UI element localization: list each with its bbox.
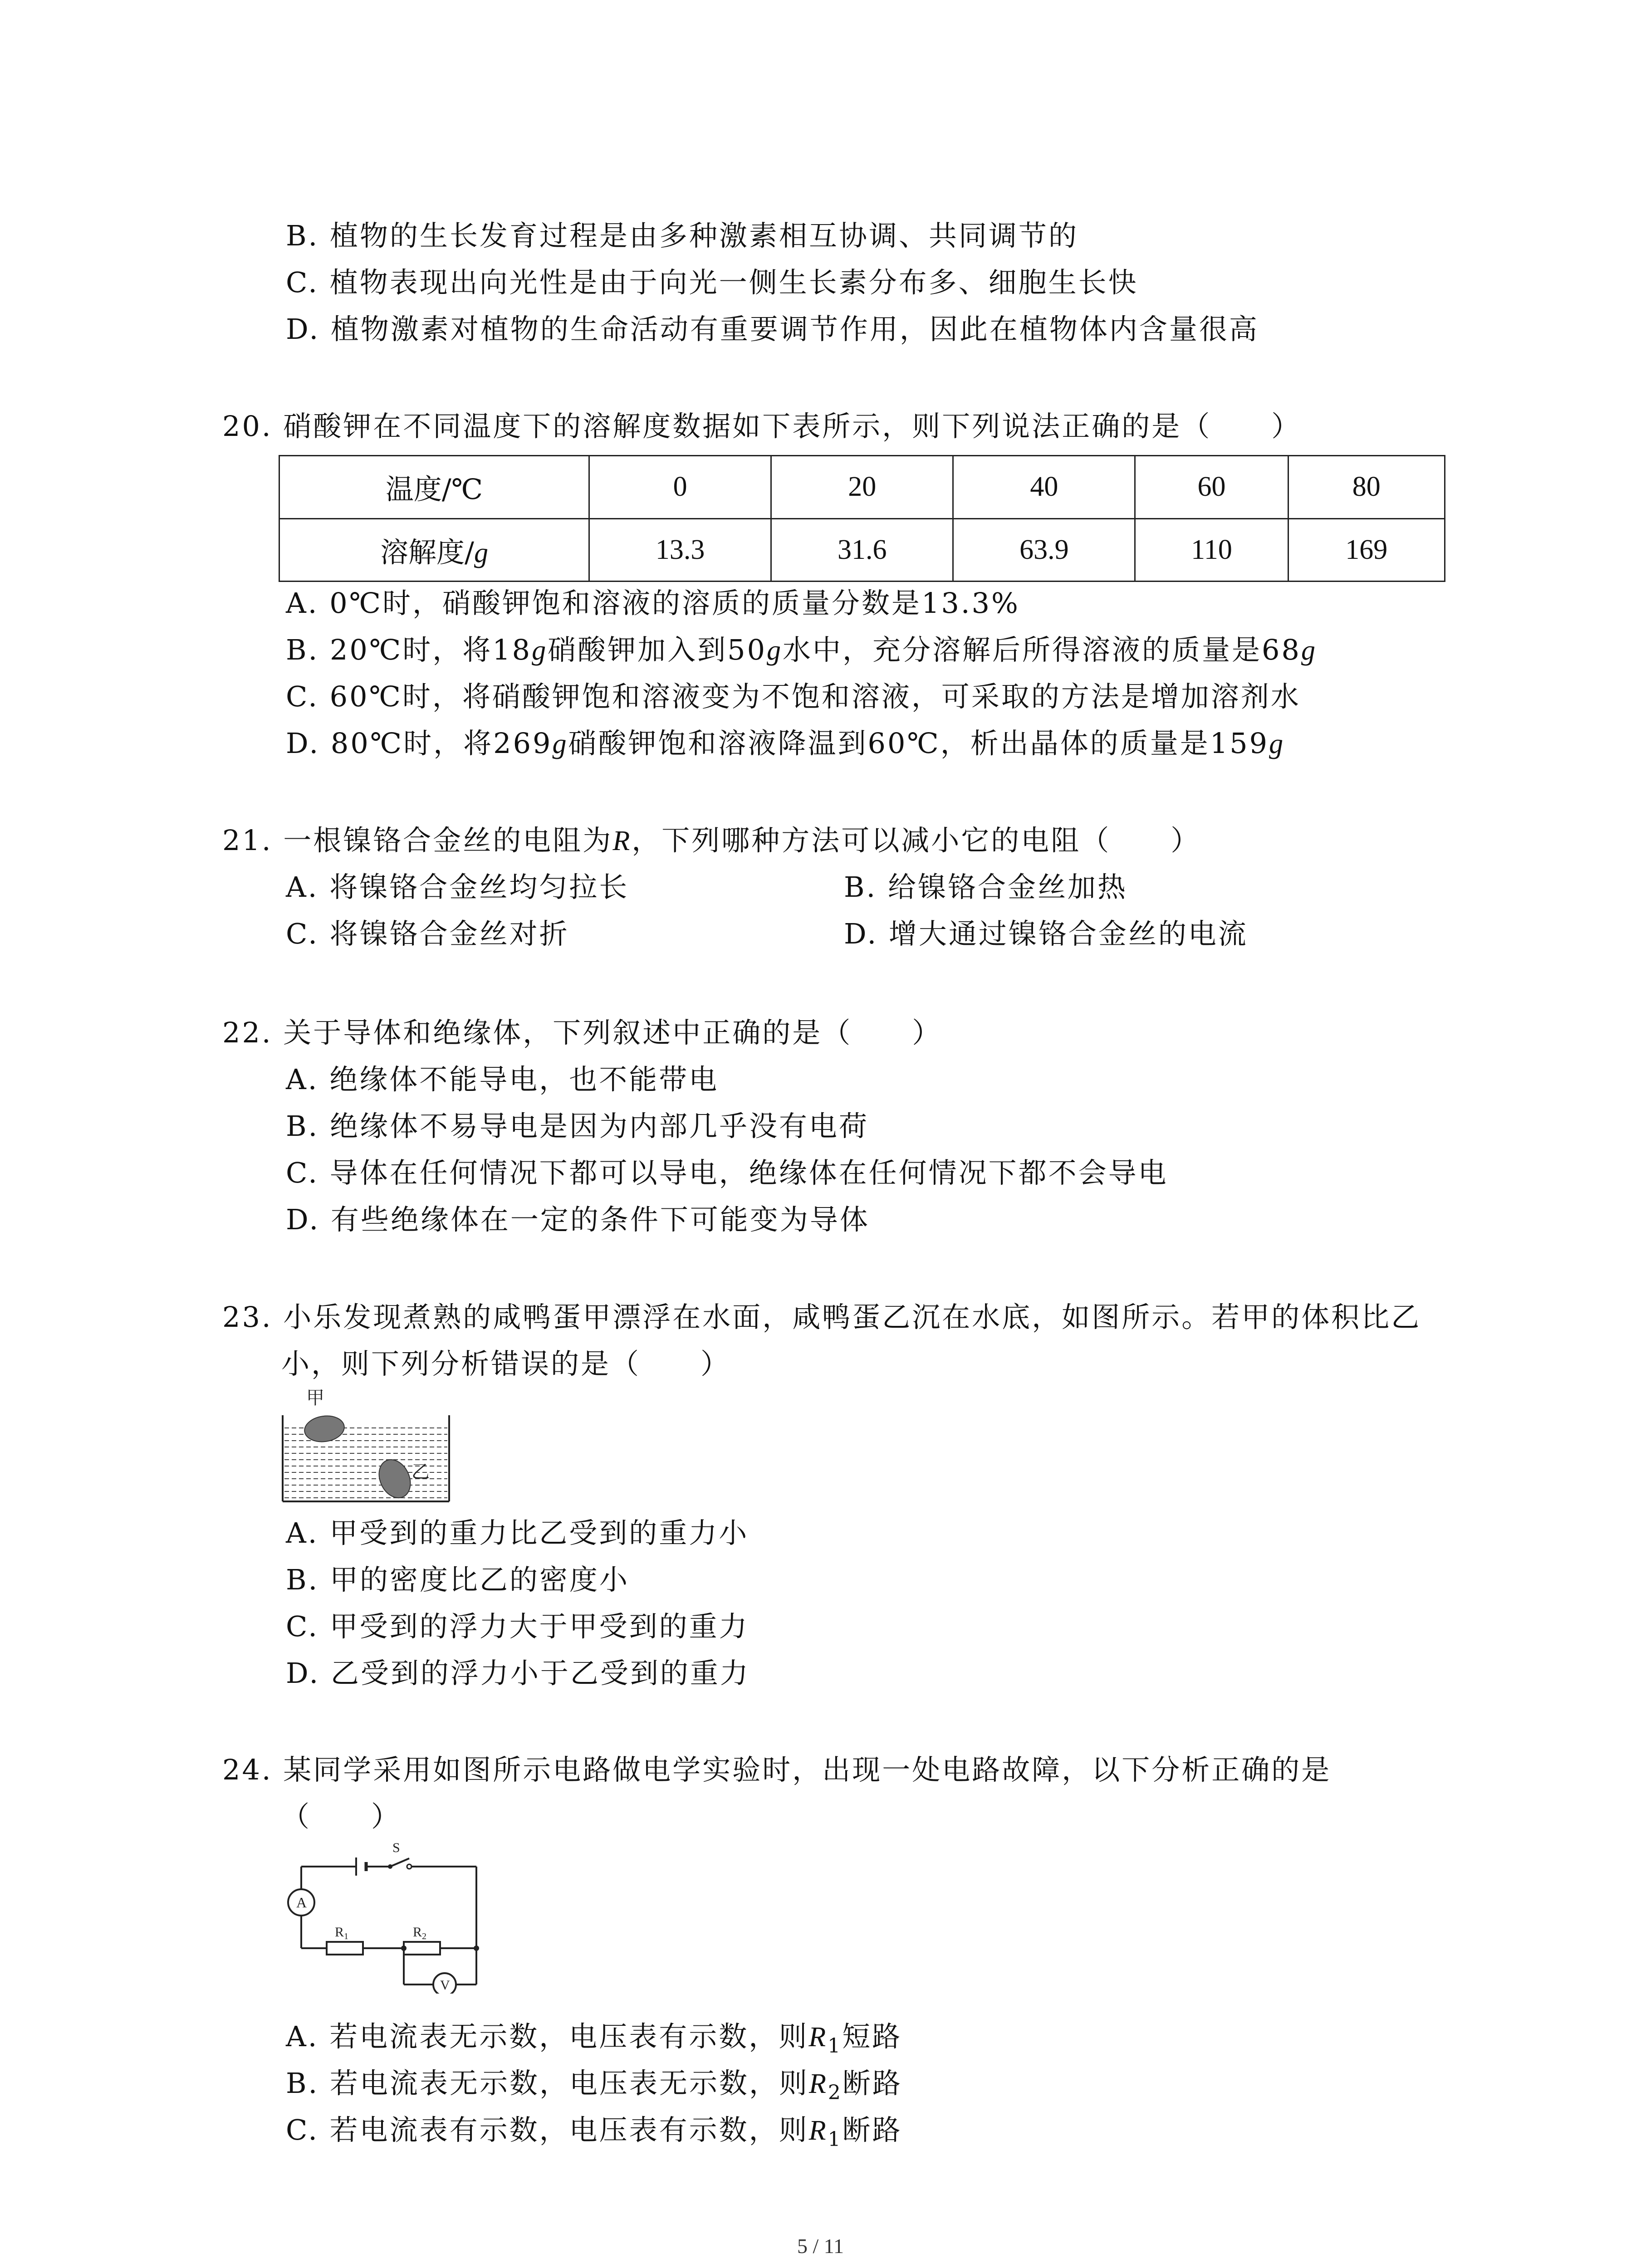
table-row-temperature (279, 456, 1445, 519)
q19-option-c: C. 植物表现出向光性是由于向光一侧生长素分布多、细胞生长快 (286, 266, 1138, 299)
table-cell: 31.6 (771, 518, 953, 582)
label-r: R (335, 1925, 344, 1940)
solubility-label: 溶解度/ (380, 535, 474, 569)
q23-option-c: C. 甲受到的浮力大于甲受到的重力 (286, 1610, 749, 1643)
text-run: 断路 (842, 2067, 902, 2100)
q21-option-d: D. 增大通过镍铬合金丝的电流 (844, 917, 1248, 950)
q20-option-d (286, 725, 1285, 762)
label-sub: 2 (422, 1931, 427, 1941)
q24-stem-line1: 24. 某同学采用如图所示电路做电学实验时，出现一处电路故障，以下分析正确的是 (222, 1753, 1332, 1786)
text-run: C. 若电流表有示数，电压表有示数，则 (286, 2113, 809, 2146)
symbol-r: R (808, 2115, 828, 2146)
q22-option-c: C. 导体在任何情况下都可以导电，绝缘体在任何情况下都不会导电 (286, 1156, 1168, 1189)
unit-g: g (532, 635, 548, 666)
table-cell: 110 (1135, 518, 1288, 582)
symbol-r: R (808, 2068, 828, 2099)
q21-option-b: B. 给镍铬合金丝加热 (844, 870, 1127, 904)
solubility-unit: g (474, 537, 488, 568)
q20-option-b (286, 632, 1317, 669)
label-yi: 乙 (411, 1461, 430, 1482)
unit-g: g (552, 728, 568, 759)
table-header-temperature: 温度/℃ (279, 456, 589, 519)
q24-option-a (286, 2019, 902, 2064)
symbol-r: R (612, 826, 632, 856)
q19-option-d: D. 植物激素对植物的生命活动有重要调节作用，因此在植物体内含量很高 (286, 313, 1259, 346)
table-header-solubility (279, 518, 589, 582)
table-cell: 13.3 (589, 518, 771, 582)
text-run: 21. 一根镍铬合金丝的电阻为 (222, 824, 613, 857)
q23-stem-line2: 小，则下列分析错误的是（ ） (281, 1347, 731, 1380)
q23-option-a: A. 甲受到的重力比乙受到的重力小 (286, 1516, 749, 1549)
q23-option-d: D. 乙受到的浮力小于乙受到的重力 (286, 1657, 750, 1690)
voltmeter-label: V (440, 1978, 450, 1993)
table-cell: 63.9 (953, 518, 1135, 582)
text-run: B. 若电流表无示数，电压表无示数，则 (286, 2067, 809, 2100)
text-run: 水中，充分溶解后所得溶液的质量是68 (783, 633, 1301, 666)
table-cell: 169 (1288, 518, 1445, 582)
table-cell: 80 (1288, 456, 1445, 519)
q23-stem-line1: 23. 小乐发现煮熟的咸鸭蛋甲漂浮在水面，咸鸭蛋乙沉在水底，如图所示。若甲的体积比乙 (222, 1300, 1421, 1334)
q20-option-a: A. 0℃时，硝酸钾饱和溶液的溶质的质量分数是13.3% (286, 587, 1020, 620)
table-cell: 0 (589, 456, 771, 519)
text-run: D. 80℃时，将269 (286, 727, 553, 760)
label-sub: 1 (344, 1931, 349, 1941)
page-number: 5 / 11 (797, 2234, 844, 2258)
q22-option-d: D. 有些绝缘体在一定的条件下可能变为导体 (286, 1203, 870, 1236)
junction-dot (474, 1945, 479, 1951)
text-run: 断路 (842, 2113, 902, 2146)
unit-g: g (767, 635, 783, 666)
q20-stem: 20. 硝酸钾在不同温度下的溶解度数据如下表所示，则下列说法正确的是（ ） (222, 410, 1302, 443)
switch-pivot (388, 1864, 392, 1869)
q24-stem-line2: （ ） (281, 1800, 402, 1833)
text-run: 硝酸钾饱和溶液降温到60℃，析出晶体的质量是159 (568, 727, 1269, 760)
q19-option-b: B. 植物的生长发育过程是由多种激素相互协调、共同调节的 (286, 219, 1078, 252)
circuit-diagram (277, 1839, 485, 1994)
q21-option-a: A. 将镍铬合金丝均匀拉长 (286, 870, 629, 904)
q20-option-c: C. 60℃时，将硝酸钾饱和溶液变为不饱和溶液，可采取的方法是增加溶剂水 (286, 680, 1301, 713)
text-run: B. 20℃时，将18 (286, 633, 532, 666)
q23-option-b: B. 甲的密度比乙的密度小 (286, 1563, 629, 1596)
solubility-table (279, 455, 1445, 582)
subscript: 1 (828, 2128, 843, 2151)
label-r: R (413, 1925, 422, 1940)
q22-option-a: A. 绝缘体不能导电，也不能带电 (286, 1063, 719, 1096)
text-run: A. 若电流表无示数，电压表有示数，则 (286, 2020, 809, 2053)
q22-stem: 22. 关于导体和绝缘体，下列叙述中正确的是（ ） (222, 1016, 942, 1049)
q22-option-b: B. 绝缘体不易导电是因为内部几乎没有电荷 (286, 1110, 869, 1143)
symbol-r: R (808, 2022, 828, 2053)
text-run: 短路 (842, 2020, 902, 2053)
q21-option-c: C. 将镍铬合金丝对折 (286, 917, 569, 950)
resistor-r2-label (413, 1925, 426, 1941)
subscript: 1 (828, 2034, 843, 2058)
junction-dot (401, 1945, 407, 1951)
label-jia: 甲 (306, 1388, 324, 1408)
resistor-r1-label (335, 1925, 348, 1941)
resistor-r2 (404, 1942, 440, 1955)
subscript: 2 (828, 2081, 843, 2104)
egg-jia (303, 1413, 346, 1444)
table-cell: 60 (1135, 456, 1288, 519)
q24-option-c (286, 2112, 902, 2158)
table-cell: 20 (771, 456, 953, 519)
q24-option-b (286, 2065, 902, 2111)
switch-contact (407, 1864, 411, 1869)
duck-egg-figure (279, 1388, 460, 1506)
text-run: ，下列哪种方法可以减小它的电阻（ ） (632, 824, 1201, 857)
q21-stem (222, 822, 1200, 859)
ammeter-label: A (296, 1894, 307, 1911)
egg-yi (373, 1455, 416, 1503)
table-row-solubility (279, 518, 1445, 582)
resistor-r1 (327, 1942, 363, 1955)
circuit-wires (301, 1858, 476, 1984)
unit-g: g (1301, 635, 1317, 666)
switch-label: S (392, 1840, 400, 1855)
unit-g: g (1269, 728, 1285, 759)
table-cell: 40 (953, 456, 1135, 519)
text-run: 硝酸钾加入到50 (548, 633, 767, 666)
